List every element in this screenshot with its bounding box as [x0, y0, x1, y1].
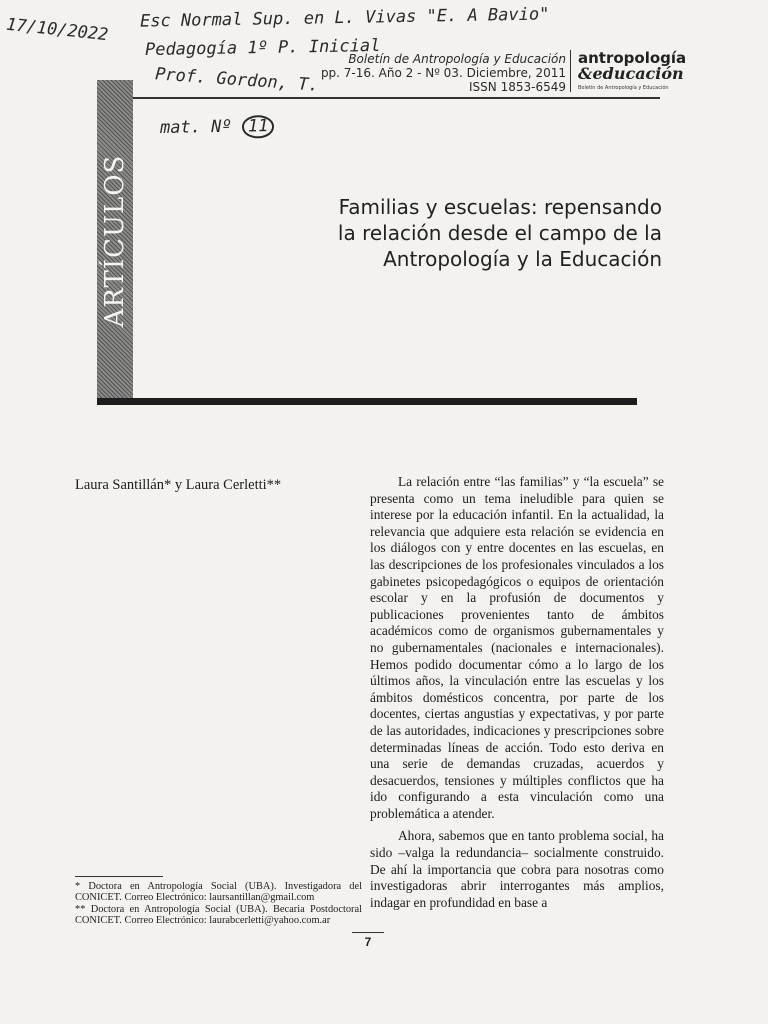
- title-line-1: Familias y escuelas: repensando: [338, 195, 662, 219]
- handwritten-mat-number: [160, 115, 275, 140]
- page-number: 7: [364, 935, 372, 949]
- journal-issue: pp. 7-16. Año 2 - Nº 03. Diciembre, 2011: [320, 66, 566, 80]
- title-line-2: la relación desde el campo de la: [337, 221, 662, 245]
- body-paragraph-1: La relación entre “las familias” y “la escuela” se presenta como un tema ineludible para quien se interese por la educación infantil. En la actualidad, la relevancia que adquiere esta relación se evidencia en los diálogos con y entre docentes en las escuelas, en las descripciones de los profesionales vinculados a los gabinetes psicopedagógicos o equipos de orientación escolar y en la profusión de documentos y publicaciones provenientes tanto de ámbitos académicos como de organismos gubernamentales y no gubernamentales (nacionales e internacionales). Hemos podido documentar cómo a lo largo de los últimos años, la vinculación entre las escuelas y los ámbitos domésticos concentra, por parte de los docentes, ciertas angustias y expectativas, y por parte de las autoridades, indicaciones y prescripciones sobre determinadas líneas de acción. Todo esto deriva en una serie de demandas cruzadas, acuerdos y desacuerdos, tensiones y múltiples conflictos que ha ido configurando a esta vinculación como una problemática a atender.: [370, 474, 664, 821]
- handwritten-professor: Prof. Gordon, T.: [154, 64, 320, 96]
- section-label: ARTÍCULOS: [100, 154, 130, 328]
- handwritten-course: Pedagogía 1º P. Inicial: [144, 35, 381, 61]
- title-rule: [97, 398, 637, 405]
- article-title: [242, 194, 662, 272]
- article-body: [370, 474, 664, 917]
- journal-issn: ISSN 1853-6549: [469, 80, 566, 94]
- body-paragraph-2: Ahora, sabemos que en tanto problema social, ha sido –valga la redundancia– socialmente construido. De ahí la importancia que cobra para nosotras como investigadoras abrir interrogantes más amplios, indagar en profundidad en base a: [370, 828, 664, 910]
- article-authors: Laura Santillán* y Laura Cerletti**: [75, 477, 282, 493]
- title-line-3: Antropología y la Educación: [383, 247, 662, 271]
- brand-educacion: &educación: [578, 64, 684, 83]
- header-rule: [100, 97, 660, 99]
- footnote-rule: [75, 876, 163, 877]
- handwritten-date: 17/10/2022: [5, 14, 110, 46]
- header-divider: [570, 50, 571, 92]
- handwritten-circled-number: 11: [242, 115, 275, 138]
- page-number-rule: [352, 932, 384, 933]
- handwritten-school: Esc Normal Sup. en L. Vivas "E. A Bavio": [139, 4, 550, 32]
- footnotes: [75, 881, 362, 927]
- footnote-1: * Doctora en Antropología Social (UBA). Investigadora del CONICET. Correo Electrónico: laursantillan@gmail.com: [75, 881, 362, 904]
- brand-antropologia: antropología: [578, 49, 687, 67]
- footnote-2: ** Doctora en Antropología Social (UBA). Becaria Postdoctoral CONICET. Correo Electrónico: laurabcerletti@yahoo.com.ar: [75, 903, 362, 927]
- brand-tagline: Boletín de Antropología y Educación: [578, 85, 669, 91]
- section-band: [97, 80, 133, 402]
- handwritten-mat-label: mat. Nº: [159, 116, 232, 138]
- journal-name: Boletín de Antropología y Educación: [348, 52, 566, 66]
